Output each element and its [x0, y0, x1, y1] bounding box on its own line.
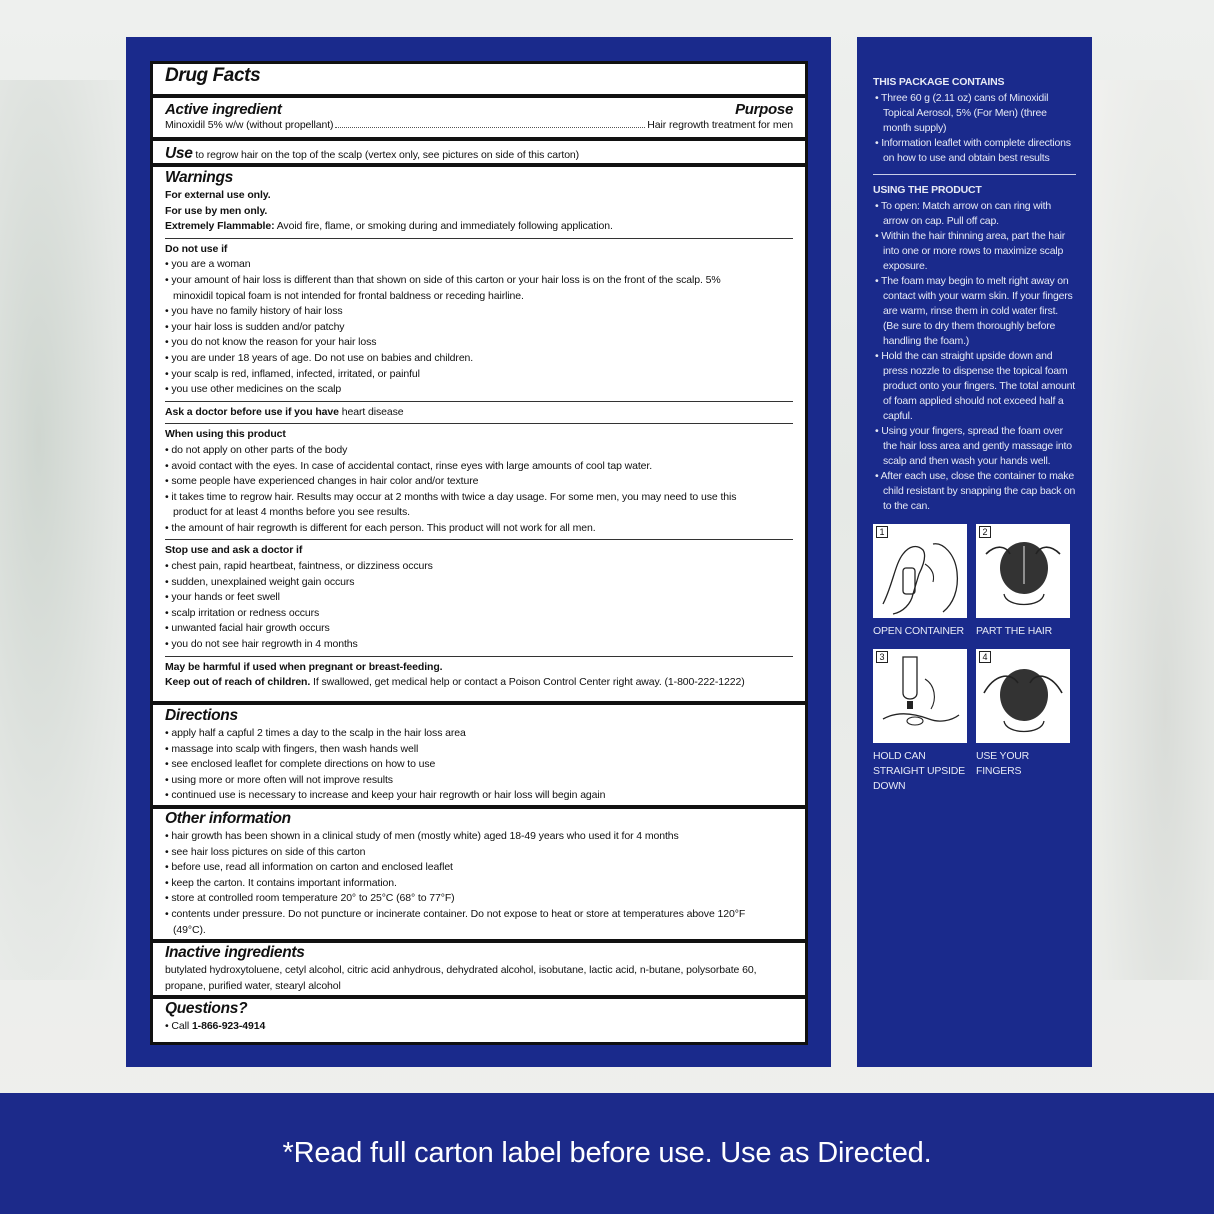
questions-heading: Questions?	[165, 1000, 248, 1017]
divider	[873, 174, 1076, 175]
background-blur-left	[0, 80, 130, 980]
list-item: • it takes time to regrow hair. Results may occur at 2 months with twice a day usage. For some men, you may need to use this	[165, 490, 793, 506]
step-2-illustration	[976, 524, 1070, 618]
open-container-drawing	[873, 524, 967, 618]
background-blur-right	[1092, 80, 1214, 980]
list-item: • contents under pressure. Do not puncture or incinerate container. Do not expose to heat or store at temperatures above 120°F	[165, 907, 793, 923]
part-hair-drawing	[976, 524, 1070, 618]
using-item: • Hold the can straight upside down and press nozzle to dispense the topical foam product onto your fingers. The total amount of foam applied should not exceed half a capful.	[873, 349, 1076, 424]
step-number: 4	[979, 651, 991, 663]
questions-prefix: Call	[171, 1020, 190, 1032]
list-item: • massage into scalp with fingers, then wash hands well	[165, 742, 793, 758]
list-item: • some people have experienced changes in hair color and/or texture	[165, 474, 793, 490]
list-item: • you are a woman	[165, 257, 793, 273]
step-caption: HOLD CAN STRAIGHT UPSIDE DOWN	[873, 750, 965, 792]
when-using-heading: When using this product	[165, 428, 286, 441]
questions-phone: 1-866-923-4914	[191, 1020, 266, 1032]
other-information-heading: Other information	[165, 810, 291, 827]
warning-flammable-label: Extremely Flammable:	[165, 220, 275, 233]
active-ingredient-section	[153, 94, 805, 134]
using-item: • Using your fingers, spread the foam over the hair loss area and gently massage into scalp and then wash your hands well.	[873, 424, 1076, 469]
dot-leader	[335, 127, 645, 128]
ask-doctor-label: Ask a doctor before use if you have	[165, 405, 339, 418]
keep-out-label: Keep out of reach of children.	[165, 676, 311, 689]
drug-facts-label	[150, 61, 808, 1045]
use-text: to regrow hair on the top of the scalp (vertex only, see pictures on side of this carton)	[195, 149, 580, 161]
list-item: • avoid contact with the eyes. In case of accidental contact, rinse eyes with large amounts of cool tap water.	[165, 459, 793, 475]
list-item: • you have no family history of hair loss	[165, 304, 793, 320]
step-4-illustration	[976, 649, 1070, 743]
list-item: • you do not see hair regrowth in 4 months	[165, 637, 793, 653]
drug-facts-title: Drug Facts	[165, 65, 261, 86]
list-item: • hair growth has been shown in a clinical study of men (mostly white) aged 18-49 years who used it for 4 months	[165, 829, 793, 845]
use-heading: Use	[165, 145, 193, 162]
list-item: • sudden, unexplained weight gain occurs	[165, 575, 793, 591]
list-item: • your amount of hair loss is different than that shown on side of this carton or your hair loss is on the front of the scalp. 5%	[165, 273, 793, 289]
active-ingredient-value: Minoxidil 5% w/w (without propellant)	[165, 119, 334, 131]
list-item: • see enclosed leaflet for complete directions on how to use	[165, 757, 793, 773]
using-product-heading: USING THE PRODUCT	[873, 184, 982, 196]
questions-section	[153, 995, 805, 1035]
warning-men-only: For use by men only.	[165, 204, 268, 217]
purpose-heading: Purpose	[735, 101, 793, 118]
hold-can-drawing	[873, 649, 967, 743]
stop-use-heading: Stop use and ask a doctor if	[165, 544, 303, 557]
list-item: • your hair loss is sudden and/or patchy	[165, 320, 793, 336]
inactive-ingredients-heading: Inactive ingredients	[165, 944, 305, 961]
step-caption: USE YOUR FINGERS	[976, 750, 1030, 777]
purpose-value: Hair regrowth treatment for men	[647, 119, 793, 131]
step-3-illustration	[873, 649, 967, 743]
directions-heading: Directions	[165, 707, 238, 724]
list-item-continued: (49°C).	[173, 923, 206, 936]
list-item: • before use, read all information on carton and enclosed leaflet	[165, 860, 793, 876]
list-item: • scalp irritation or redness occurs	[165, 606, 793, 622]
warnings-section	[153, 163, 805, 691]
keep-out-text: If swallowed, get medical help or contact a Poison Control Center right away. (1-800-222-1222)	[313, 676, 745, 689]
step-1-illustration	[873, 524, 967, 618]
use-fingers-drawing	[976, 649, 1070, 743]
list-item: • keep the carton. It contains important information.	[165, 876, 793, 892]
do-not-use-heading: Do not use if	[165, 242, 228, 255]
list-item: • chest pain, rapid heartbeat, faintness, or dizziness occurs	[165, 559, 793, 575]
list-item: • using more or more often will not improve results	[165, 773, 793, 789]
warning-flammable-text: Avoid fire, flame, or smoking during and immediately following application.	[276, 220, 613, 233]
inactive-ingredients-section	[153, 939, 805, 994]
using-item: • To open: Match arrow on can ring with arrow on cap. Pull off cap.	[873, 199, 1076, 229]
warning-external-use: For external use only.	[165, 189, 271, 201]
list-item: • you use other medicines on the scalp	[165, 382, 793, 398]
list-item: • you do not know the reason for your hair loss	[165, 335, 793, 351]
using-item: • Within the hair thinning area, part the hair into one or more rows to maximize scalp exposure.	[873, 229, 1076, 274]
package-contains-heading: THIS PACKAGE CONTAINS	[873, 76, 1005, 88]
list-item: • the amount of hair regrowth is different for each person. This product will not work for all men.	[165, 521, 793, 537]
list-item: • store at controlled room temperature 20° to 25°C (68° to 77°F)	[165, 891, 793, 907]
list-item: • you are under 18 years of age. Do not use on babies and children.	[165, 351, 793, 367]
use-section	[153, 137, 805, 164]
list-item: • unwanted facial hair growth occurs	[165, 621, 793, 637]
active-ingredient-heading: Active ingredient	[165, 101, 282, 118]
other-information-section	[153, 805, 805, 938]
list-item: • apply half a capful 2 times a day to the scalp in the hair loss area	[165, 726, 793, 742]
list-item: • see hair loss pictures on side of this carton	[165, 845, 793, 861]
using-item: • The foam may begin to melt right away on contact with your warm skin. If your fingers are warm, rinse them in cold water first. (Be sure to dry them thoroughly before handling the foam.)	[873, 274, 1076, 349]
list-item: • your hands or feet swell	[165, 590, 793, 606]
list-item: • continued use is necessary to increase and keep your hair regrowth or hair loss will begin again	[165, 788, 793, 804]
carton-side-panel	[857, 37, 1092, 1067]
package-item: • Three 60 g (2.11 oz) cans of Minoxidil Topical Aerosol, 5% (For Men) (three month supply)	[873, 91, 1076, 136]
package-item: • Information leaflet with complete directions on how to use and obtain best results	[873, 136, 1076, 166]
step-number: 1	[876, 526, 888, 538]
footer-banner: *Read full carton label before use. Use as Directed.	[0, 1093, 1214, 1214]
step-caption: OPEN CONTAINER	[873, 625, 964, 637]
pregnancy-warning: May be harmful if used when pregnant or breast-feeding.	[165, 660, 443, 673]
list-item-continued: product for at least 4 months before you see results.	[173, 506, 410, 519]
instruction-illustrations	[873, 524, 1076, 804]
inactive-ingredients-text: butylated hydroxytoluene, cetyl alcohol, citric acid anhydrous, dehydrated alcohol, isobutane, lactic acid, n-butane, polysorbate 60,	[165, 964, 757, 976]
list-item: • do not apply on other parts of the body	[165, 443, 793, 459]
inactive-ingredients-text: propane, purified water, stearyl alcohol	[165, 979, 341, 992]
warnings-heading: Warnings	[165, 169, 233, 186]
list-item: • your scalp is red, inflamed, infected, irritated, or painful	[165, 367, 793, 383]
drug-facts-header	[153, 64, 805, 88]
step-number: 2	[979, 526, 991, 538]
ask-doctor-text: heart disease	[341, 405, 404, 418]
step-caption: PART THE HAIR	[976, 625, 1052, 637]
list-item-continued: minoxidil topical foam is not intended for frontal baldness or receding hairline.	[173, 289, 524, 302]
directions-section	[153, 701, 805, 804]
using-item: • After each use, close the container to make child resistant by snapping the cap back on to the can.	[873, 469, 1076, 514]
step-number: 3	[876, 651, 888, 663]
